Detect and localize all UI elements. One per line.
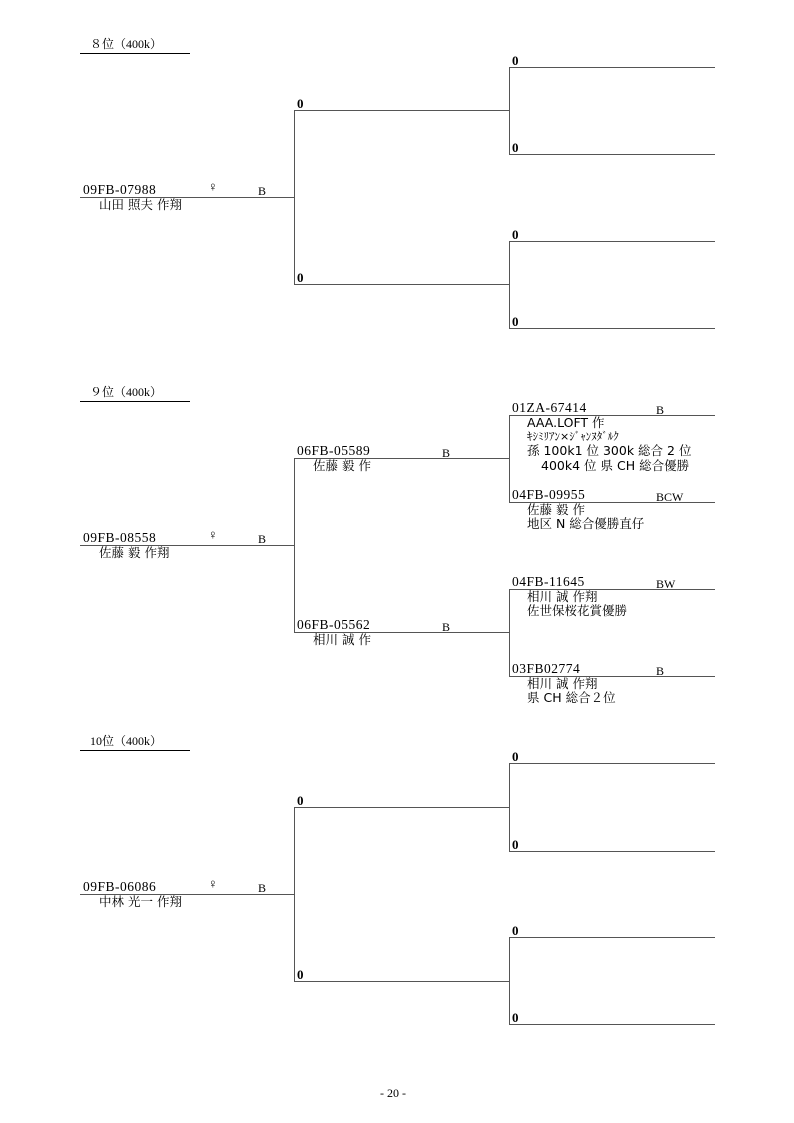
subject-ring-number: 09FB-06086 <box>83 879 157 894</box>
dam-dam-record: 県 CH 総合２位 <box>527 690 616 705</box>
subject-color: B <box>258 184 267 198</box>
sire-sire-line <box>509 67 715 68</box>
sire-dam-record: 地区 N 総合優勝直仔 <box>527 516 645 531</box>
parents-bracket <box>294 458 295 633</box>
sire-sire-record: 孫 100k1 位 300k 総合 2 位 <box>527 443 692 458</box>
dam-parents-bracket <box>509 937 510 1024</box>
sire-ring-number: 0 <box>297 96 304 111</box>
dam-dam-ring-number: 03FB02774 <box>512 661 581 676</box>
sire-color: B <box>442 446 451 460</box>
sire-sire-line <box>509 763 715 764</box>
sire-dam-color: BCW <box>656 490 684 504</box>
dam-parents-bracket <box>509 241 510 328</box>
subject-breeder: 佐藤 毅 作翔 <box>99 545 170 560</box>
dam-dam-ring-number: 0 <box>512 1010 519 1025</box>
dam-line <box>294 284 509 285</box>
dam-ring-number: 06FB-05562 <box>297 617 371 632</box>
dam-ring-number: 0 <box>297 270 304 285</box>
female-symbol: ♀ <box>208 876 218 891</box>
female-symbol: ♀ <box>208 179 218 194</box>
subject-color: B <box>258 532 267 546</box>
dam-ring-number: 0 <box>297 967 304 982</box>
sire-parents-bracket <box>509 67 510 154</box>
sire-breeder: 佐藤 毅 作 <box>313 458 371 473</box>
sire-sire-ring-number: 01ZA-67414 <box>512 400 587 415</box>
sire-sire-record-2: 400k4 位 県 CH 総合優勝 <box>541 458 690 473</box>
sire-line <box>294 807 509 808</box>
sire-sire-lineage: ｷｼﾐﾘｱﾝ×ｼﾞｬﾝﾇﾀﾞﾙｸ <box>527 430 619 443</box>
sire-dam-line <box>509 154 715 155</box>
sire-sire-color: B <box>656 403 665 417</box>
dam-sire-ring-number: 04FB-11645 <box>512 574 585 589</box>
sire-ring-number: 0 <box>297 793 304 808</box>
parents-bracket <box>294 110 295 284</box>
page-number: - 20 - <box>380 1086 406 1100</box>
sire-dam-line <box>509 851 715 852</box>
dam-sire-breeder: 相川 誠 作翔 <box>527 589 598 604</box>
dam-parents-bracket <box>509 589 510 676</box>
subject-color: B <box>258 881 267 895</box>
dam-sire-ring-number: 0 <box>512 227 519 242</box>
sire-dam-ring-number: 0 <box>512 837 519 852</box>
sire-dam-breeder: 佐藤 毅 作 <box>527 502 585 517</box>
dam-sire-record: 佐世保桜花賞優勝 <box>527 603 628 618</box>
dam-dam-breeder: 相川 誠 作翔 <box>527 676 598 691</box>
section-title: ８位（400k） <box>80 37 190 54</box>
subject-ring-number: 09FB-08558 <box>83 530 157 545</box>
dam-sire-color: BW <box>656 577 676 591</box>
sire-parents-bracket <box>509 415 510 502</box>
sire-dam-ring-number: 04FB-09955 <box>512 487 586 502</box>
dam-dam-line <box>509 328 715 329</box>
parents-bracket <box>294 807 295 982</box>
subject-ring-number: 09FB-07988 <box>83 182 157 197</box>
dam-sire-ring-number: 0 <box>512 923 519 938</box>
dam-line <box>294 981 509 982</box>
dam-dam-color: B <box>656 664 665 678</box>
sire-sire-ring-number: 0 <box>512 749 519 764</box>
dam-dam-line <box>509 1024 715 1025</box>
sire-dam-ring-number: 0 <box>512 140 519 155</box>
dam-color: B <box>442 620 451 634</box>
female-symbol: ♀ <box>208 527 218 542</box>
subject-breeder: 山田 照夫 作翔 <box>99 197 182 212</box>
dam-dam-ring-number: 0 <box>512 314 519 329</box>
dam-breeder: 相川 誠 作 <box>313 632 371 647</box>
section-title: 10位（400k） <box>80 734 190 751</box>
sire-parents-bracket <box>509 763 510 851</box>
dam-sire-line <box>509 241 715 242</box>
subject-breeder: 中林 光一 作翔 <box>99 894 182 909</box>
sire-sire-ring-number: 0 <box>512 53 519 68</box>
section-title: ９位（400k） <box>80 385 190 402</box>
sire-sire-breeder: AAA.LOFT 作 <box>527 415 605 430</box>
sire-line <box>294 110 509 111</box>
sire-ring-number: 06FB-05589 <box>297 443 371 458</box>
dam-sire-line <box>509 937 715 938</box>
